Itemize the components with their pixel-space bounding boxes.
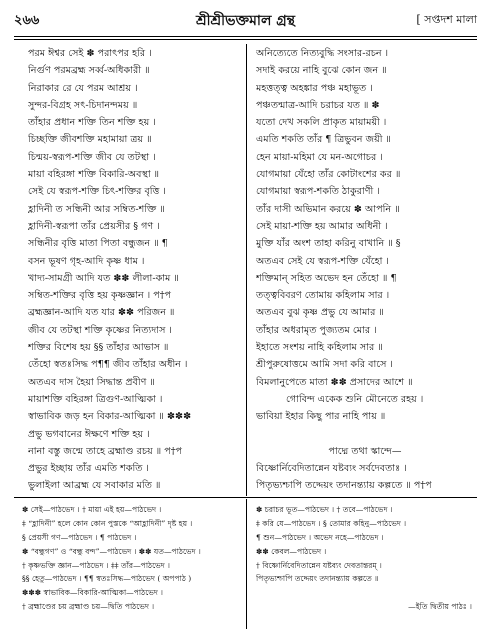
verse-line: তাঁহার অধরামৃত পুজ্যতম মোর । — [256, 324, 377, 336]
footnote: ✽✽✽ স্বাভাবিক—বিকারি-আত্মিকা—পাঠভেদ । — [22, 588, 164, 598]
page-number: ২৬৬ — [14, 13, 40, 28]
verse-line: তত্ত্ববিবরণ তোমায় কহিলাম সার । — [256, 290, 390, 302]
verse-line: তেঁহো স্বতঃসিদ্ধ প¶¶ জীব তাঁহার অধীন । — [28, 359, 188, 371]
verse-line: সম্বিত-শক্তির বৃত্তি হয় কৃষ্ণজ্ঞান । প†প — [28, 290, 172, 302]
verse-line: নিরাকার রে যে পরম আশ্রয় । — [28, 82, 138, 94]
page-header — [14, 9, 477, 33]
chapter-label: [ সপ্তদশ মালা — [416, 13, 477, 26]
verse-line: সেই যে স্বরূপ-শক্তি চিৎ-শক্তির বৃত্তি । — [28, 186, 166, 198]
verse-line: সুন্দর-বিগ্রহ সৎ-চিদানন্দময় ॥ — [28, 99, 138, 111]
verse-line: অতএব বুঝ কৃষ্ণ প্রভু যে আমার ॥ — [256, 307, 384, 319]
verse-line: বসন ভূষণ গৃহ-আদি কৃষ্ণ ধাম । — [28, 255, 145, 267]
verse-line: হেন মায়া-মহিমা যে মন-অগোচর । — [256, 151, 383, 163]
footnote: ✽ সেই—পাঠভেদ । † মায়া এই হয়—পাঠভেদ । — [22, 505, 162, 514]
verse-line: অতএব দাস হৈয়া সিদ্ধান্ত প্রবীণ ॥ — [28, 376, 155, 388]
verse-line: অনিত্যেতে নিত্যবুদ্ধি সংসার-রচন । — [256, 48, 389, 59]
verse-line-blank — [256, 426, 474, 443]
footnote: ✽✽ কেবল—পাঠভেদ । — [256, 546, 327, 556]
left-verse-column — [28, 45, 238, 495]
footnote: † কৃষ্ণভক্তি জ্ঞান—পাঠভেদ । ‡‡ তাঁর—পাঠভেদ । — [22, 560, 170, 570]
verse-line: শক্তির বিশেষ হয় §§ তাঁহার আভাস ॥ — [28, 342, 169, 354]
verse-line: শক্তিমান্ সহিত অভেদ হন তেঁহো ॥ ¶ — [256, 272, 397, 284]
footnote: † ব্রহ্মাণ্ডের চয় ব্রহ্মাণ্ড চয়—দ্বিতি পাঠভেদ । — [22, 602, 155, 612]
verse-line: মায়া বহিরঙ্গা শক্তি বিকারি-অবস্থা ॥ — [28, 169, 160, 181]
verse-line: পঞ্চতন্মাত্র-আদি চরাচর যত ॥ ✽ — [256, 99, 380, 111]
verse-line: এমতি শকতি তাঁর ¶ ত্রিভুবন জয়ী ॥ — [256, 134, 391, 146]
verse-line: নানা বস্তু জন্মে তাহে ব্রহ্মাণ্ড রচয় ॥ প†প — [28, 445, 183, 457]
verse-line: সন্ধিনীর বৃত্তি মাতা পিতা বন্ধুজন ॥ ¶ — [28, 238, 168, 250]
verse-line: খাদ্য-সামগ্রী আদি যত ✽✽ লীলা-কাম ॥ — [28, 272, 179, 284]
footnote: ¶ শুন—পাঠভেদ । অভেদ নহে—পাঠভেদ । — [256, 532, 384, 542]
footnote: ‡ করি যে—পাঠভেদ । § তোমার কহিনু—পাঠভেদ । — [256, 518, 407, 528]
verse-line: মুক্তি যাঁর অংশ তাহা করিনু বাখানি ॥ § — [256, 238, 401, 250]
verse-line: চিচ্ছক্তি জীবশক্তি মহামায়া ত্রয় ॥ — [28, 134, 152, 146]
verse-line: প্রভু ভগবানের ঈক্ষণে শক্তি হয় । — [28, 428, 150, 440]
verse-line: সদাই করয়ে নাহি বুঝে কোন জন ॥ — [256, 65, 387, 77]
footnote: §§ হেতু—পাঠভেদ । ¶¶ স্বতঃসিদ্ধ—পাঠভেদ ( অপপাঠ ) — [22, 574, 192, 584]
verse-line: যতো দেখ সকলি প্রাকৃত মায়াময়ী । — [256, 117, 387, 129]
verse-line: সেই মায়া-শক্তি হয় আমার অধিনী । — [256, 220, 388, 232]
verse-line: জীব যে তটস্থা শক্তি কৃষ্ণের নিত্যদাস । — [28, 324, 172, 336]
quote-source: পাদ্মে তথা স্কান্দে— — [328, 445, 402, 457]
footnote-blank — [256, 586, 478, 600]
footnote: ✽ “বন্ধুগণ” ও “বন্ধু বন্দ”—পাঠভেদ । ✽✽ যত—পাঠভেদ । — [22, 546, 201, 556]
verse-line: স্বাভাবিক জড় হন বিকার-আত্মিকা ॥ ✽✽✽ — [28, 411, 192, 423]
left-footnotes — [22, 503, 242, 614]
header-rule — [14, 36, 477, 37]
verse-line: অতএব সেই যে স্বরূপ-শক্তি যেঁহো । — [256, 255, 389, 267]
verse-line: ভুলাইলা আব্রহ্ম যে সবাকার মতি ॥ — [28, 480, 161, 492]
verse-line: ইহাতে সংশয় নাহি কহিলাম সার ॥ — [256, 342, 383, 354]
verse-line: যোগমায়া স্বরূপ-শকতি ঠাকুরাণী । — [256, 186, 380, 198]
verse-line: পরম ঈশ্বর সেই ✽ পরাৎপর হরি । — [28, 48, 152, 59]
verse-line: ভাবিয়া ইহার কিছু পার নাহি পায় ॥ — [256, 411, 386, 423]
verse-line: হ্লাদিনী-স্বরূপা তাঁর প্রেয়সীর § গণ । — [28, 220, 160, 232]
column-divider — [246, 44, 247, 496]
footnote-closing: —ইতি দ্বিতীয় পাঠঃ । — [408, 602, 472, 612]
right-footnotes — [256, 503, 478, 614]
sanskrit-verse-line: পিতৃভ্যশ্চাপি তদ্দেয়ং তদানন্ত্যায় কল্পতে ॥ প†প — [256, 480, 432, 492]
verse-line: তাঁর দাসী অভিমান করয়ে ✽ আপনি ॥ — [256, 203, 400, 215]
verse-line: মায়াশক্তি বহিরঙ্গা ত্রিগুণ-আত্মিকা । — [28, 393, 163, 405]
footnote-divider — [246, 499, 247, 629]
footnote-rule — [14, 497, 477, 498]
verse-line: তাঁহার প্রধান শক্তি তিন শক্তি হয় । — [28, 117, 156, 129]
right-verse-column — [256, 45, 474, 495]
footnote: † বিষ্ণোর্নিবেদিতান্নেন যষ্টব্যং দেবতান্তরম্ । — [256, 560, 382, 570]
sanskrit-verse-line: বিষ্ণোর্নিবেদিতান্নেন যষ্টব্যং সর্বদেবতাঃ । — [256, 463, 407, 475]
footnote: ‡ “হ্লাদিনী” হলে কোন কোন পুস্তকে “আহ্লাদিনী” দৃষ্ট হয় । — [22, 518, 193, 528]
verse-line: নির্গুণ পরমব্রহ্ম সর্ব্ব-অধিকারী ॥ — [28, 65, 150, 77]
verse-line: বিমলানুপেতে মাতা ✽✽ প্রসাদের আশে ॥ — [256, 376, 413, 388]
book-title: শ্রীশ্রীভক্তমাল গ্রন্থ — [195, 13, 296, 29]
footnote: পিতৃভ্যশ্চাপি তদ্দেয়ং তদানন্ত্যায় কল্পতে ॥ — [256, 574, 379, 584]
verse-line: শ্রীপুরুষোত্তমে আমি সদা করি বাসে । — [256, 359, 393, 371]
footnote: § প্রেয়সী গণ—পাঠভেদ । ¶ পাঠভেদ । — [22, 532, 137, 542]
verse-line: গোবিন্দ একেক শুনি মৌনেতে রহয় । — [286, 393, 424, 405]
footnote: ✽ চরাচর ভূত—পাঠভেদ । † তবে—পাঠভেদ । — [256, 505, 393, 514]
verse-line: প্রভুর ইচ্ছায় তাঁর এমতি শকতি । — [28, 463, 149, 475]
verse-line: মহত্তত্ত্ব অহঙ্কার পঞ্চ মহাভূত । — [256, 82, 373, 94]
header-rule-thin — [14, 39, 477, 40]
verse-line: চিন্ময়-স্বরূপ-শক্তি জীব যে তটস্থা । — [28, 151, 156, 163]
verse-line: ব্রহ্মজ্ঞান-আদি যত যার ✽✽ পরিজন ॥ — [28, 307, 175, 319]
verse-line: হ্লাদিনী ত সন্ধিনী আর সম্বিত-শক্তি ॥ — [28, 203, 165, 215]
verse-line: যোগমায়া যেঁহো তাঁর কোটাংশের কর ॥ — [256, 169, 401, 181]
